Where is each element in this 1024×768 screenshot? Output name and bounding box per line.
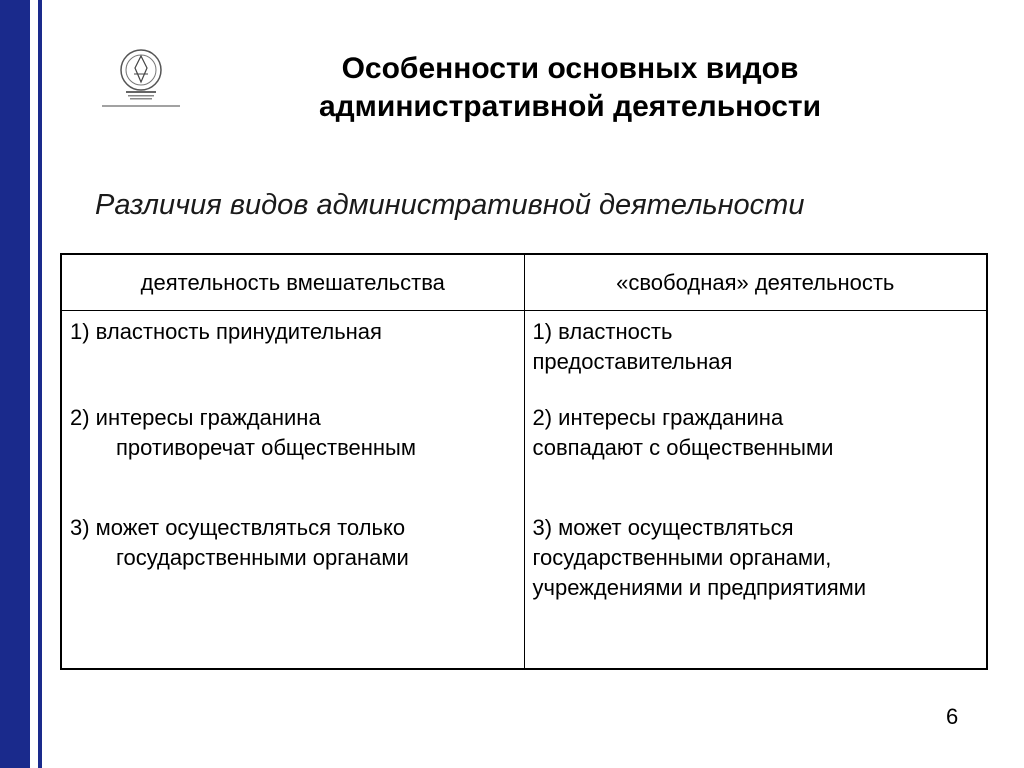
right-item-3 <box>533 513 979 603</box>
header-intervention: деятельность вмешательства <box>61 254 524 311</box>
right-item-1-line1: 1) властность <box>532 319 673 344</box>
right-item-1 <box>533 317 979 403</box>
comparison-table <box>60 253 988 670</box>
sidebar-bar-wide <box>0 0 30 768</box>
left-sidebar <box>0 0 48 768</box>
left-item-2 <box>70 403 516 513</box>
left-item-1-text: 1) властность принудительная <box>70 319 382 344</box>
right-item-2-line1: 2) интересы гражданина <box>532 405 784 430</box>
sidebar-bar-thin <box>38 0 42 768</box>
right-column-cell <box>524 311 987 670</box>
slide-title <box>200 50 940 126</box>
left-item-3-line2: государственными органами <box>116 545 409 570</box>
right-item-2-line2: совпадают с общественными <box>532 435 834 460</box>
right-item-1-line2: предоставительная <box>532 349 733 374</box>
left-item-3 <box>70 513 516 573</box>
left-item-2-line2: противоречат общественным <box>116 435 416 460</box>
table-body-row <box>61 311 987 670</box>
right-item-3-line2: государственными органами, <box>532 545 832 570</box>
table-header-row <box>61 254 987 311</box>
university-logo <box>100 44 182 110</box>
left-item-1 <box>70 317 516 403</box>
right-item-2 <box>533 403 979 513</box>
right-item-3-line3: учреждениями и предприятиями <box>532 575 867 600</box>
title-line-2: административной деятельности <box>318 90 822 123</box>
slide-subtitle: Различия видов административной деятельности <box>95 189 805 221</box>
left-item-3-line1: 3) может осуществляться только <box>70 515 406 540</box>
header-free-activity: «свободная» деятельность <box>524 254 987 311</box>
title-line-1: Особенности основных видов <box>341 52 799 85</box>
right-item-3-line1: 3) может осуществляться <box>532 515 794 540</box>
left-item-2-line1: 2) интересы гражданина <box>70 405 321 430</box>
left-column-cell <box>61 311 524 670</box>
page-number: 6 <box>946 704 959 729</box>
